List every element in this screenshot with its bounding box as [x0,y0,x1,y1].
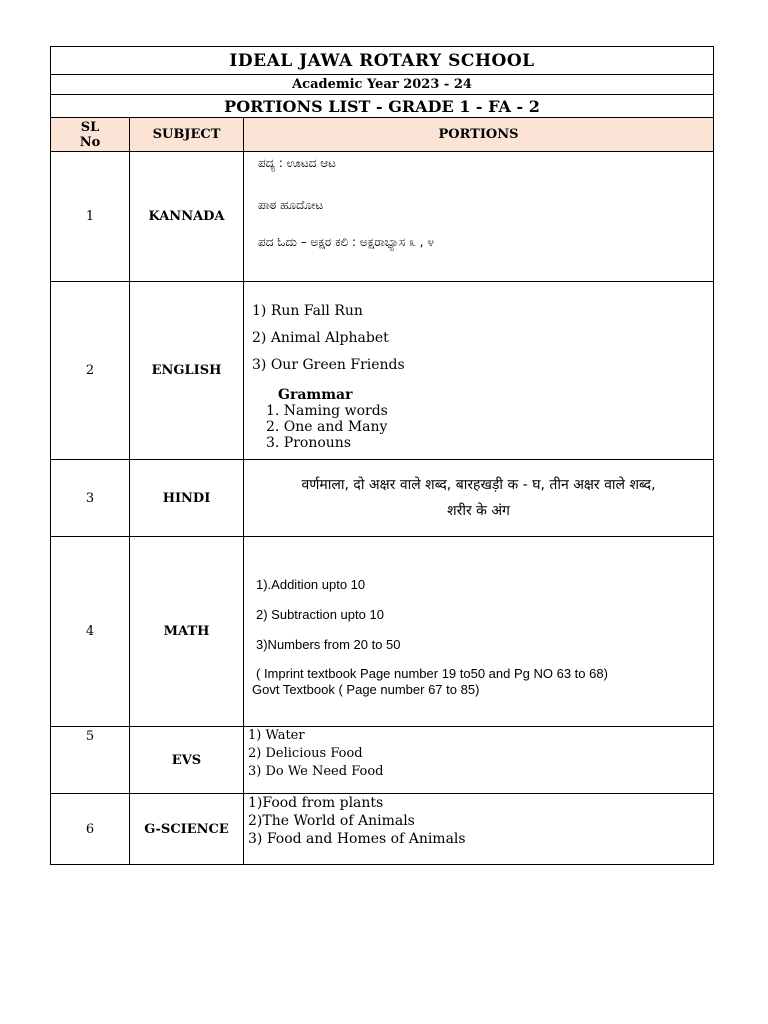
table-row-hindi [51,460,714,537]
subject-name: EVS [130,727,244,794]
portion-item: 3) Do We Need Food [248,764,384,779]
subject-name: MATH [130,537,244,727]
sl-number: 5 [51,727,130,794]
portion-item: 2) Delicious Food [248,746,363,761]
evs-topics [244,727,713,781]
portion-line: वर्णमाला, दो अक्षर वाले शब्द, बारहखड़ी क - घ, तीन अक्षर वाले शब्द, [301,477,656,493]
grammar-list [244,403,713,451]
portion-line: शरीर के अंग [447,503,510,519]
subject-name: G-SCIENCE [130,794,244,865]
table-row-gscience [51,794,714,865]
portions-cell [244,794,714,865]
portions-header: PORTIONS [244,118,714,152]
sl-header-line1: SL [80,119,100,135]
grammar-item: 3. Pronouns [266,435,352,451]
grammar-heading: Grammar [278,387,353,403]
grammar-item: 2. One and Many [266,419,388,435]
portions-cell [244,282,714,460]
portions-cell [244,152,714,282]
portion-item: ಪಾಠ ಹೂದೋಟ [258,198,324,212]
subject-header: SUBJECT [130,118,244,152]
portions-table [50,46,714,865]
portion-item: 2)The World of Animals [248,813,415,829]
textbook-note: ( Imprint textbook Page number 19 to50 and Pg NO 63 to 68) [256,666,608,681]
column-header-row [51,118,714,152]
table-row-kannada [51,152,714,282]
table-row-english [51,282,714,460]
subject-name: HINDI [130,460,244,537]
table-row-evs [51,727,714,794]
portion-item: 1)Food from plants [248,795,384,811]
portion-item: 1) Water [248,728,305,743]
portion-item: 2) Animal Alphabet [252,330,389,346]
subject-name: KANNADA [130,152,244,282]
english-lessons [244,298,713,379]
portion-item: ಪದ ಓದು – ಅಕ್ಷರ ಕಲಿ : ಅಕ್ಷರಾಭ್ಯಾಸ ೩ , ೪ [258,235,434,249]
sl-number: 1 [51,152,130,282]
grammar-item: 1. Naming words [266,403,388,419]
portion-item: 1).Addition upto 10 [256,577,366,592]
portion-item: 1) Run Fall Run [252,303,363,319]
portion-item: 3) Food and Homes of Animals [248,831,466,847]
gscience-topics [244,794,713,848]
academic-year: Academic Year 2023 - 24 [51,75,714,95]
sl-number: 6 [51,794,130,865]
sl-no-header [51,118,130,152]
portions-list-title: PORTIONS LIST - GRADE 1 - FA - 2 [51,95,714,118]
subject-name: ENGLISH [130,282,244,460]
portions-cell [244,727,714,794]
portions-cell [244,460,714,537]
sl-number: 2 [51,282,130,460]
table-row-math [51,537,714,727]
sl-number: 3 [51,460,130,537]
portions-cell [244,537,714,727]
textbook-note: Govt Textbook ( Page number 67 to 85) [252,682,480,697]
portion-item: ಪದ್ಯ : ಊಟದ ಆಟ [258,156,337,170]
sl-number: 4 [51,537,130,727]
math-topics [244,570,713,660]
portion-item: 2) Subtraction upto 10 [256,607,384,622]
portion-item: 3) Our Green Friends [252,357,405,373]
school-title: IDEAL JAWA ROTARY SCHOOL [51,47,714,75]
sl-header-line2: No [79,134,101,150]
portion-item: 3)Numbers from 20 to 50 [256,637,401,652]
